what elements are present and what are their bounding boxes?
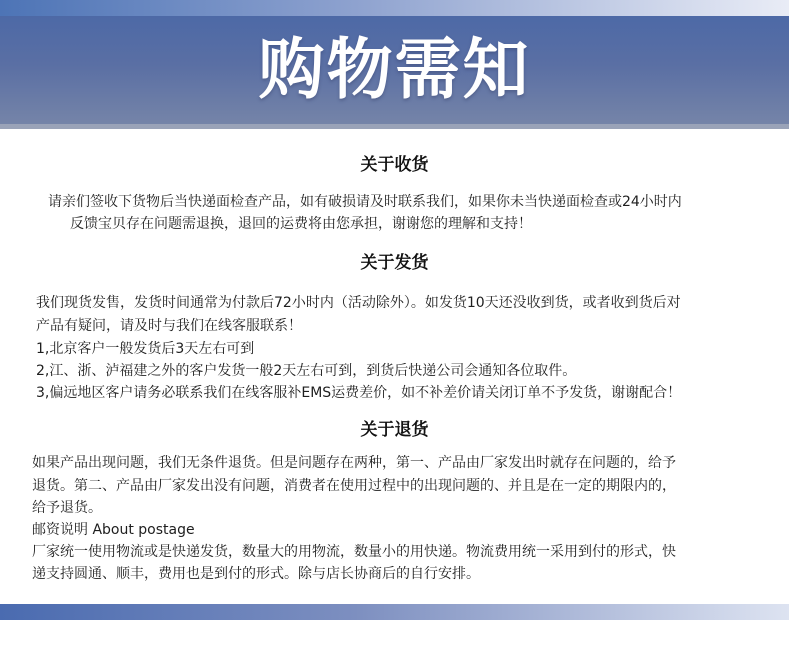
page-title: 购物需知 — [258, 31, 531, 108]
returns-section-title: 关于退货 — [360, 420, 429, 440]
returns-text-line: 退货。第二、产品由厂家发出没有问题，消费者在使用过程中的出现问题的、并且是在一定的期限内的， — [32, 478, 676, 494]
receive-section-title: 关于收货 — [360, 155, 429, 175]
postage-heading: 邮资说明 About postage — [32, 522, 195, 538]
returns-text-line: 如果产品出现问题，我们无条件退货。但是问题存在两种，第一、产品由厂家发出时就存在问题的，给予 — [32, 455, 676, 471]
shipping-text-line: 1,北京客户一般发货后3天左右可到 — [36, 341, 255, 357]
footer-gradient-bar — [0, 604, 789, 620]
header-banner — [0, 16, 789, 124]
shipping-section-title: 关于发货 — [360, 253, 429, 273]
banner-divider — [0, 124, 789, 129]
shipping-text-line: 我们现货发售，发货时间通常为付款后72小时内（活动除外）。如发货10天还没收到货，或者收到货后对 — [36, 295, 681, 311]
receive-text-line: 请亲们签收下货物后当快递面检查产品，如有破损请及时联系我们，如果你未当快递面检查或24小时内 — [48, 194, 682, 210]
top-gradient-strip — [0, 0, 789, 16]
returns-text-line: 递支持圆通、顺丰，费用也是到付的形式。除与店长协商后的自行安排。 — [32, 566, 480, 582]
shipping-text-line: 2,江、浙、泸福建之外的客户发货一般2天左右可到，到货后快递公司会通知各位取件。 — [36, 363, 577, 379]
shipping-text-line: 3,偏远地区客户请务必联系我们在线客服补EMS运费差价，如不补差价请关闭订单不予发货，谢谢配合！ — [36, 385, 682, 401]
receive-text-line: 反馈宝贝存在问题需退换，退回的运费将由您承担，谢谢您的理解和支持！ — [70, 216, 532, 232]
returns-text-line: 给予退货。 — [32, 500, 102, 516]
returns-text-line: 厂家统一使用物流或是快递发货，数量大的用物流，数量小的用快递。物流费用统一采用到付的形式，快 — [32, 544, 676, 560]
shipping-text-line: 产品有疑问，请及时与我们在线客服联系！ — [36, 318, 302, 334]
